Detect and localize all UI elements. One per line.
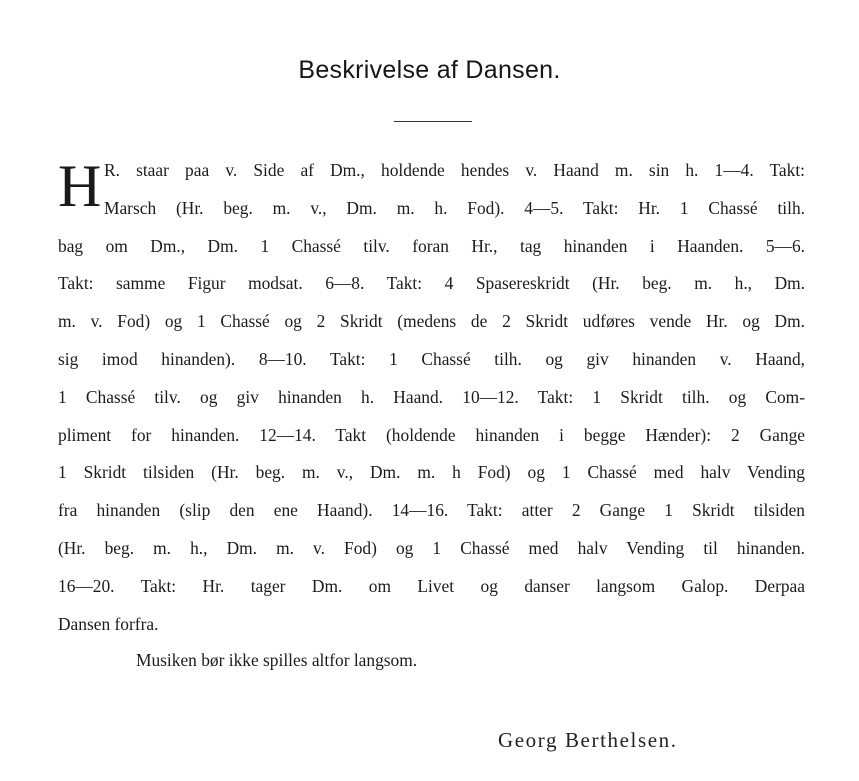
dance-description [58, 152, 805, 643]
author-signature: Georg Berthelsen. [498, 728, 678, 752]
text-line: R. staar paa v. Side af Dm., holdende hendes v. Haand m. sin h. 1—4. Takt: [104, 160, 805, 180]
text-line: m. v. Fod) og 1 Chassé og 2 Skridt (medens de 2 Skridt udføres vende Hr. og Dm. [58, 311, 805, 332]
text-line: bag om Dm., Dm. 1 Chassé tilv. foran Hr., tag hinanden i Haanden. 5—6. [58, 235, 805, 256]
tempo-note: Musiken bør ikke spilles altfor langsom. [136, 650, 418, 670]
drop-cap: H [58, 153, 102, 219]
page-title: Beskrivelse af Dansen. [298, 56, 561, 84]
text-line: fra hinanden (slip den ene Haand). 14—16. Takt: atter 2 Gange 1 Skridt tilsiden [58, 500, 805, 521]
text-line: sig imod hinanden). 8—10. Takt: 1 Chassé tilh. og giv hinanden v. Haand, [58, 348, 805, 369]
title-divider [394, 121, 472, 122]
text-line: 1 Chassé tilv. og giv hinanden h. Haand. 10—12. Takt: 1 Skridt tilh. og Com- [58, 386, 805, 407]
text-line: (Hr. beg. m. h., Dm. m. v. Fod) og 1 Chassé med halv Vending til hinanden. [58, 537, 805, 558]
text-line: Marsch (Hr. beg. m. v., Dm. m. h. Fod). 4—5. Takt: Hr. 1 Chassé tilh. [104, 197, 805, 218]
text-line: 16—20. Takt: Hr. tager Dm. om Livet og danser langsom Galop. Derpaa [58, 575, 805, 596]
text-line: Takt: samme Figur modsat. 6—8. Takt: 4 Spasereskridt (Hr. beg. m. h., Dm. [58, 273, 805, 294]
text-line: Dansen forfra. [58, 613, 159, 634]
text-line: 1 Skridt tilsiden (Hr. beg. m. v., Dm. m. h Fod) og 1 Chassé med halv Vending [58, 462, 805, 483]
text-line: pliment for hinanden. 12—14. Takt (holdende hinanden i begge Hænder): 2 Gange [58, 424, 805, 445]
